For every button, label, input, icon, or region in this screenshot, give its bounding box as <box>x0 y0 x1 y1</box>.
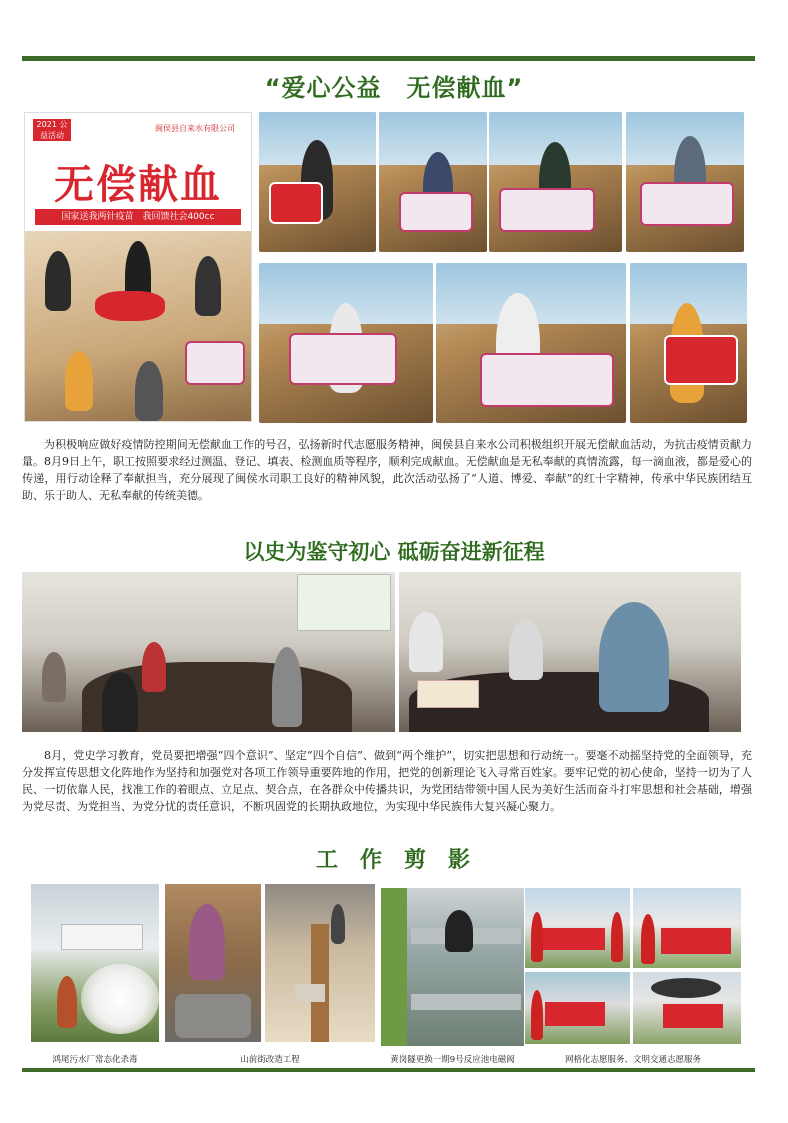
work-photo-volunteer-2 <box>633 888 741 968</box>
caption-street-renovation: 山前街改造工程 <box>240 1055 300 1065</box>
donation-photo-5 <box>259 263 433 423</box>
donation-photo-7 <box>630 263 747 423</box>
work-photo-disinfection <box>31 884 159 1042</box>
donation-photo-6 <box>436 263 626 423</box>
donation-photo-3 <box>489 112 622 252</box>
poster-headline: 无偿献血 <box>54 161 222 208</box>
donation-photo-2 <box>379 112 487 252</box>
work-photo-volunteer-4 <box>633 972 741 1044</box>
donation-photo-4 <box>626 112 744 252</box>
section-title-blood-donation: “爱心公益 无偿献血” <box>264 74 524 102</box>
work-photo-volunteer-1 <box>525 888 630 968</box>
poster-banner: 国家送我两针疫苗 我回馈社会400cc <box>35 209 241 225</box>
poster-group-photo <box>25 231 251 421</box>
blood-donation-poster <box>24 112 252 422</box>
work-photo-street-renovation-2 <box>265 884 375 1042</box>
work-photo-valve-replacement <box>381 888 524 1046</box>
work-photo-volunteer-3 <box>525 972 630 1044</box>
work-photo-street-renovation-1 <box>165 884 261 1042</box>
caption-valve-replacement: 黄岗隧更换一期9号反应池电磁阀 <box>390 1055 515 1065</box>
section-title-work-snapshots: 工作剪影 <box>315 848 492 873</box>
donation-photo-1 <box>259 112 376 252</box>
bottom-rule <box>22 1068 755 1072</box>
blood-donation-paragraph: 为积极响应做好疫情防控期间无偿献血工作的号召，弘扬新时代志愿服务精神，闽侯县自来水公司积极组织开展无偿献血活动，为抗击疫情贡献力量。8月9日上午，职工按照要求经过测温、登记、填表、检测血质等程序，顺利完成献血。无偿献血是无私奉献的真情流露，每一滴血液，都是爱心的传递，用行动诠释了奉献担当，充分展现了闽侯水司职工良好的精神风貌，此次活动弘扬了“人道、博爱、奉献”的红十字精神，传承中华民族团结互助、乐于助人、无私奉献的传统美德。 <box>22 438 752 502</box>
party-history-paragraph: 8月，党史学习教育，党员要把增强“四个意识”、坚定“四个自信”、做到“两个维护”，切实把思想和行动统一。要毫不动摇坚持党的全面领导，充分发挥宣传思想文化阵地作为坚持和加强党对各项工作领导重要阵地的作用，把党的创新理论飞入寻常百姓家。要牢记党的初心使命，坚持一切为了人民、一切依靠人民，找准工作的着眼点、立足点、契合点，在各群众中传播共识，为党团结带领中国人民为美好生活而奋斗打牢思想和社会基础，增强为党尽责、为党担当、为党分忧的责任意识，不断巩固党的长期执政地位，为实现中华民族伟大复兴凝心聚力。 <box>22 749 752 813</box>
poster-year-badge: 2021 公益活动 <box>33 119 71 141</box>
top-rule <box>22 56 755 61</box>
meeting-photo-right <box>399 572 741 732</box>
section-title-party-history: 以史为鉴守初心 砥砺奋进新征程 <box>243 540 545 564</box>
meeting-photo-left <box>22 572 395 732</box>
caption-volunteer-service: 网格化志愿服务、文明交通志愿服务 <box>564 1055 701 1065</box>
poster-company: 闽侯县自来水有限公司 <box>155 124 235 133</box>
caption-disinfection: 鸿尾污水厂常态化杀毒 <box>52 1055 138 1065</box>
